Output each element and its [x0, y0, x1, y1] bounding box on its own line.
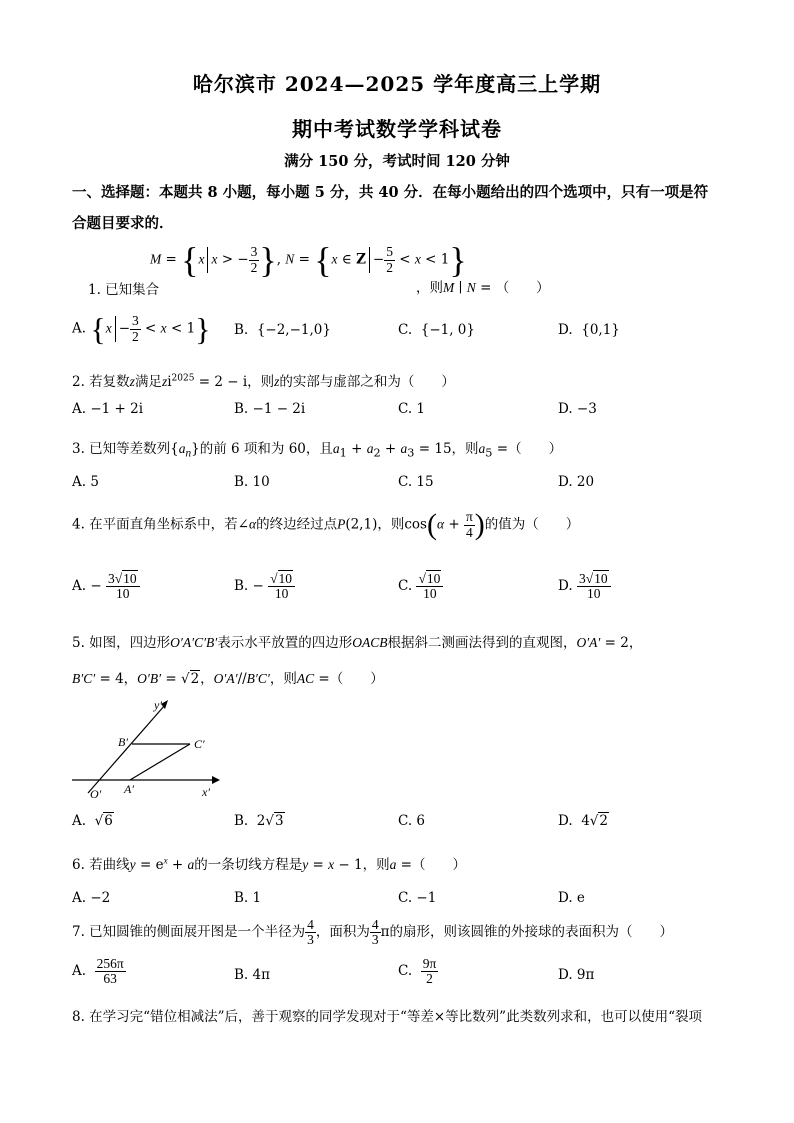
q6-option-a[interactable]: A. −2 [72, 890, 111, 906]
q1-option-a[interactable]: A. {x − $\frac{3}{2}$ < x < 1} [72, 311, 211, 347]
q5-stem-line1: 5. 如图，四边形O′A′C′B′表示水平放置的四边形OACB根据斜二测画法得到的直观图，O′A′ = 2， [72, 635, 643, 651]
q3-option-d[interactable]: D. 20 [558, 474, 595, 490]
q2-option-d[interactable]: D. −3 [558, 401, 597, 417]
exam-subtitle: 满分 150 分，考试时间 120 分钟 [284, 153, 510, 170]
q4-option-a[interactable]: A. − $\frac{3√10}{10}$ [72, 572, 140, 601]
section-heading: 一、选择题：本题共 8 小题，每小题 5 分，共 40 分．在每小题给出的四个选项中，只有一项是符合题目要求的． [72, 184, 709, 232]
exam-title-line2: 期中考试数学学科试卷 [292, 117, 502, 141]
q6-option-c[interactable]: C. −1 [398, 890, 437, 906]
q5-oblique-figure [70, 697, 220, 805]
q2-option-c[interactable]: C. 1 [398, 401, 426, 417]
q1-option-d[interactable]: D. {0,1} [558, 322, 620, 338]
q6-option-b[interactable]: B. 1 [234, 890, 262, 906]
q2-option-a[interactable]: A. −1 + 2i [72, 401, 144, 417]
q5-option-c[interactable]: C. 6 [398, 813, 426, 829]
q3-option-b[interactable]: B. 10 [234, 474, 270, 490]
q5-option-b[interactable]: B. 2√3 [234, 813, 284, 829]
q1-formula: M = {x x > − $\frac{3}{2}$ }, N = {x ∈ Z − $\frac{5}{2}$ < x < 1} [150, 240, 467, 280]
q3-option-c[interactable]: C. 15 [398, 474, 434, 490]
q7-option-a[interactable]: A. $\frac{256\pi}{63}$ [72, 956, 124, 987]
q8-stem: 8. 在学习完“错位相减法”后，善于观察的同学发现对于“等差×等比数列”此类数列求和，也可以使用“裂项 [72, 1009, 702, 1025]
q7-stem: 7. 已知圆锥的侧面展开图是一个半径为 $\frac{4}{3}$ ，面积为 $\frac{4}{3}$ π的扇形，则该圆锥的外接球的表面积为（ ） [72, 917, 674, 948]
q1-stem-label: 1. 已知集合 [88, 282, 160, 298]
q7-option-d[interactable]: D. 9π [558, 967, 595, 983]
label-b: B′ [118, 735, 128, 749]
label-o: O′ [90, 787, 102, 801]
q7-option-c[interactable]: C. $\frac{9\pi}{2}$ [398, 956, 437, 987]
q3-option-a[interactable]: A. 5 [72, 474, 99, 490]
q5-stem-line2: B′C′ = 4，O′B′ = √2，O′A′//B′C′，则AC =（ ） [72, 671, 384, 687]
q3-stem: 3. 已知等差数列$\{a_n\}$的前 6 项和为 60，且$a_1 + a_2 + a_3 = 15$，则$a_5$ =（ ） [72, 441, 563, 460]
q1-tail: ，则M ∣ N = （ ） [416, 280, 550, 296]
label-y: y′ [154, 698, 162, 712]
q1-option-c[interactable]: C. {−1, 0} [398, 322, 475, 338]
exam-title-line1: 哈尔滨市 2024—2025 学年度高三上学期 [192, 72, 602, 96]
label-a: A′ [124, 782, 134, 796]
q1-option-b[interactable]: B. {−2,−1,0} [234, 322, 331, 338]
q2-stem: 2. 若复数z满足$zi^{2025} = 2 - i$，则z的实部与虚部之和为（ ） [72, 373, 455, 390]
segment-a-c [130, 744, 190, 780]
q7-option-b[interactable]: B. 4π [234, 967, 270, 983]
q4-stem: 4. 在平面直角坐标系中，若∠α的终边经过点P(2,1)，则cos(α + $\frac{\pi}{4}$ )的值为（ ） [72, 508, 580, 541]
q5-option-a[interactable]: A. √6 [72, 813, 113, 829]
label-c: C′ [194, 737, 205, 751]
q2-option-b[interactable]: B. −1 − 2i [234, 401, 306, 417]
q4-option-c[interactable]: C. $\frac{√10}{10}$ [398, 572, 443, 601]
q4-option-d[interactable]: D. $\frac{3√10}{10}$ [558, 572, 611, 601]
q5-option-d[interactable]: D. 4√2 [558, 813, 609, 829]
q6-option-d[interactable]: D. e [558, 890, 585, 906]
label-x: x′ [202, 785, 210, 799]
x-axis-arrow [212, 776, 220, 784]
q4-option-b[interactable]: B. − $\frac{√10}{10}$ [234, 572, 295, 601]
q6-stem: 6. 若曲线$y = e^x + a$的一条切线方程是y = x − 1，则a =（ ） [72, 855, 466, 873]
